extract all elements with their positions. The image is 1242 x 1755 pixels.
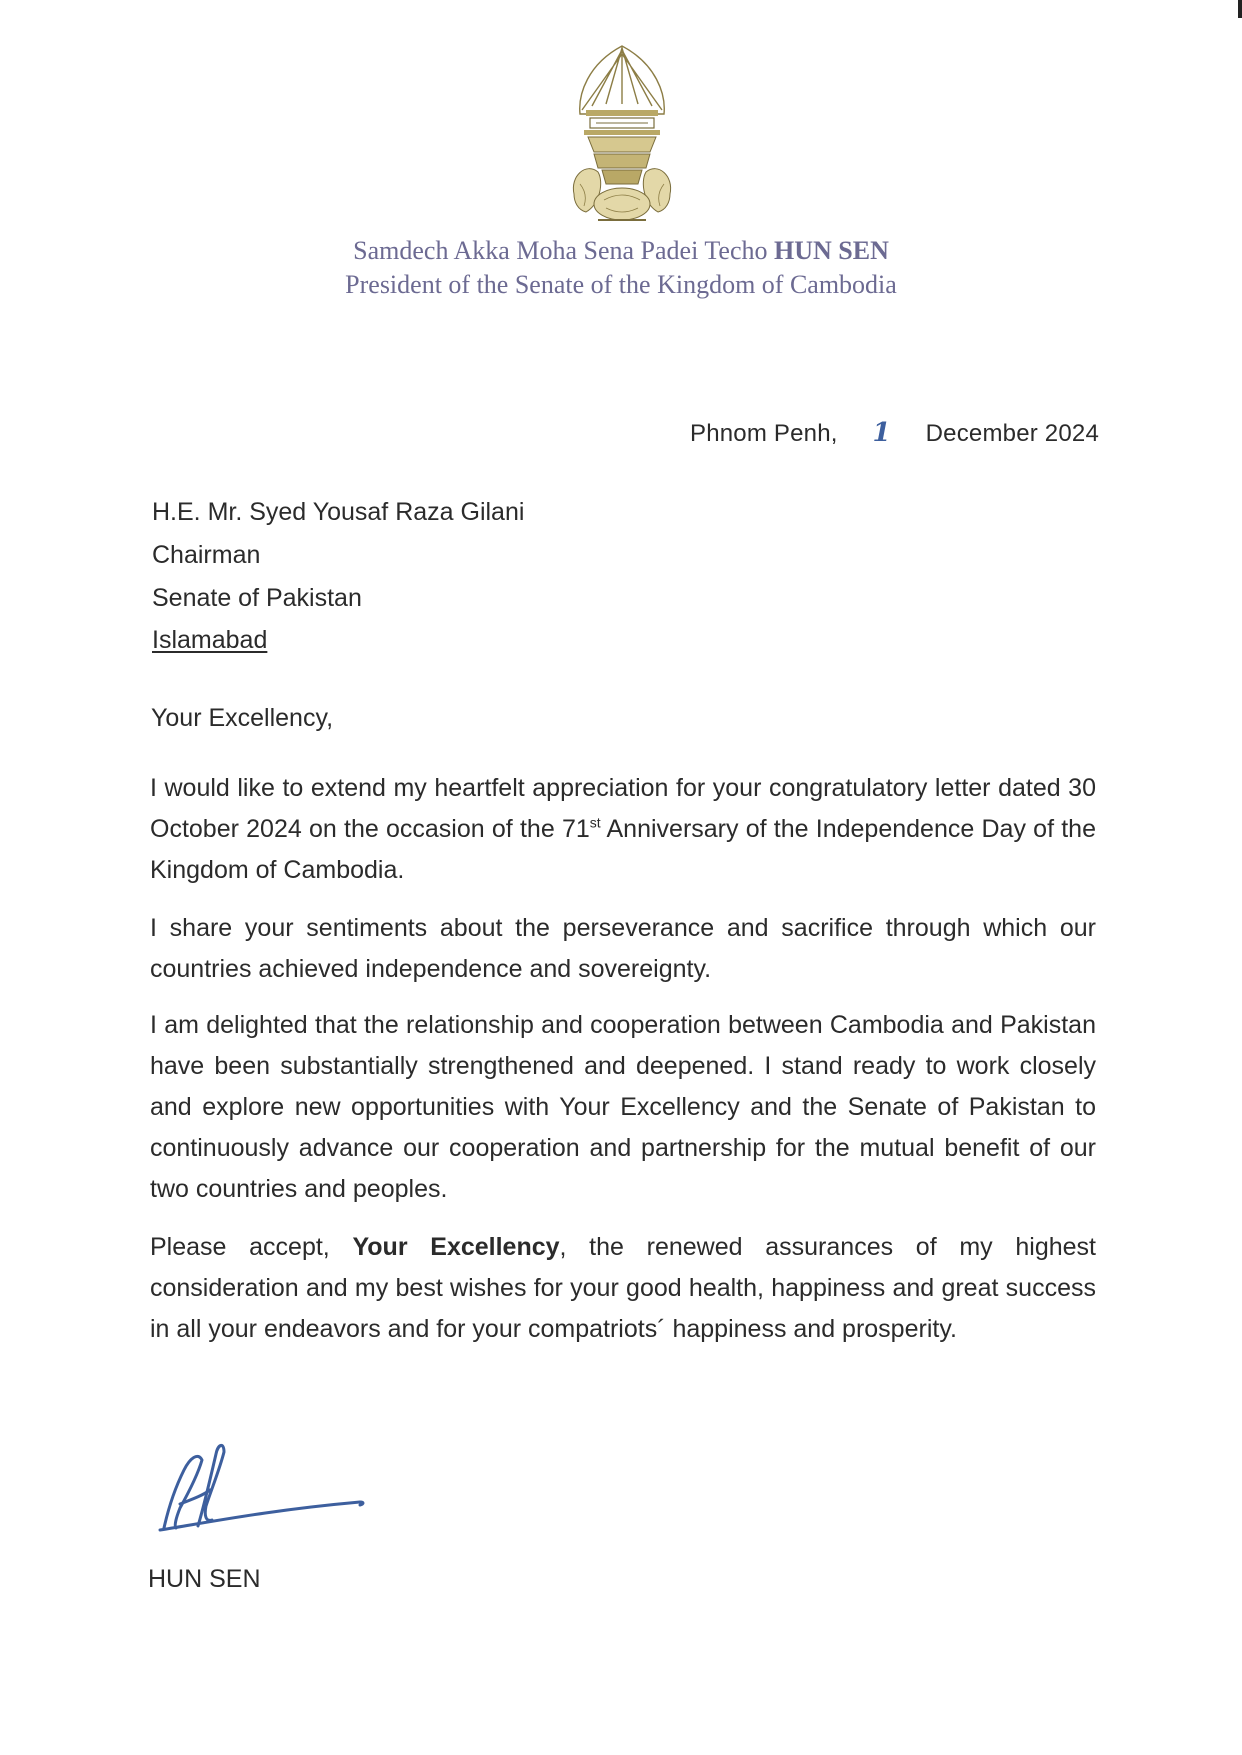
recipient-name: H.E. Mr. Syed Yousaf Raza Gilani	[152, 498, 525, 526]
p4-bold-address: Your Excellency	[352, 1233, 560, 1261]
signatory-name: HUN SEN	[148, 1565, 261, 1593]
letterhead-name: HUN SEN	[773, 236, 889, 265]
p4-text-start: Please accept,	[150, 1233, 353, 1261]
dateline-month-year: December 2024	[925, 420, 1099, 447]
salutation: Your Excellency,	[151, 704, 334, 732]
dateline-day: 1	[872, 418, 891, 448]
letterhead-line-2: President of the Senate of the Kingdom of Cambodia	[345, 270, 897, 299]
letterhead-honorific: Samdech Akka Moha Sena Padei Techo	[353, 236, 768, 265]
body-paragraph-4	[150, 1227, 1096, 1350]
body-paragraph-3: I am delighted that the relationship and cooperation between Cambodia and Pakistan have been substantially strengthened and deepened. I stand ready to work closely and explore new opportunities with Your Excellency and the Senate of Pakistan to continuously advance our cooperation and partnership for the mutual benefit of our two countries and peoples.	[150, 1011, 1096, 1203]
p1-text-end: Anniversary of the Independence Day of the Kingdom of Cambodia.	[150, 815, 1096, 884]
p1-text-start: I would like to extend my heartfelt appreciation for your congratulatory letter dated 30 October 2024 on the occasion of the 71	[150, 774, 1096, 843]
page-edge-mark	[1238, 0, 1242, 18]
body-paragraph-1	[150, 768, 1096, 891]
p4-text-end: , the renewed assurances of my highest consideration and my best wishes for your good health, happiness and great success in all your endeavors and for your compatriots´ happiness and prosperity.	[150, 1233, 1097, 1343]
p1-superscript: st	[589, 814, 601, 831]
body-paragraph-2: I share your sentiments about the perseverance and sacrifice through which our countries achieved independence and sovereignty.	[150, 914, 1096, 983]
recipient-city: Islamabad	[152, 626, 268, 654]
dateline	[690, 418, 1099, 448]
dateline-place: Phnom Penh,	[689, 420, 838, 447]
letterhead-line-1	[0, 236, 1242, 266]
royal-emblem	[568, 44, 676, 226]
recipient-title: Chairman	[152, 541, 261, 569]
recipient-organization: Senate of Pakistan	[152, 584, 362, 612]
handwritten-signature	[150, 1430, 390, 1540]
